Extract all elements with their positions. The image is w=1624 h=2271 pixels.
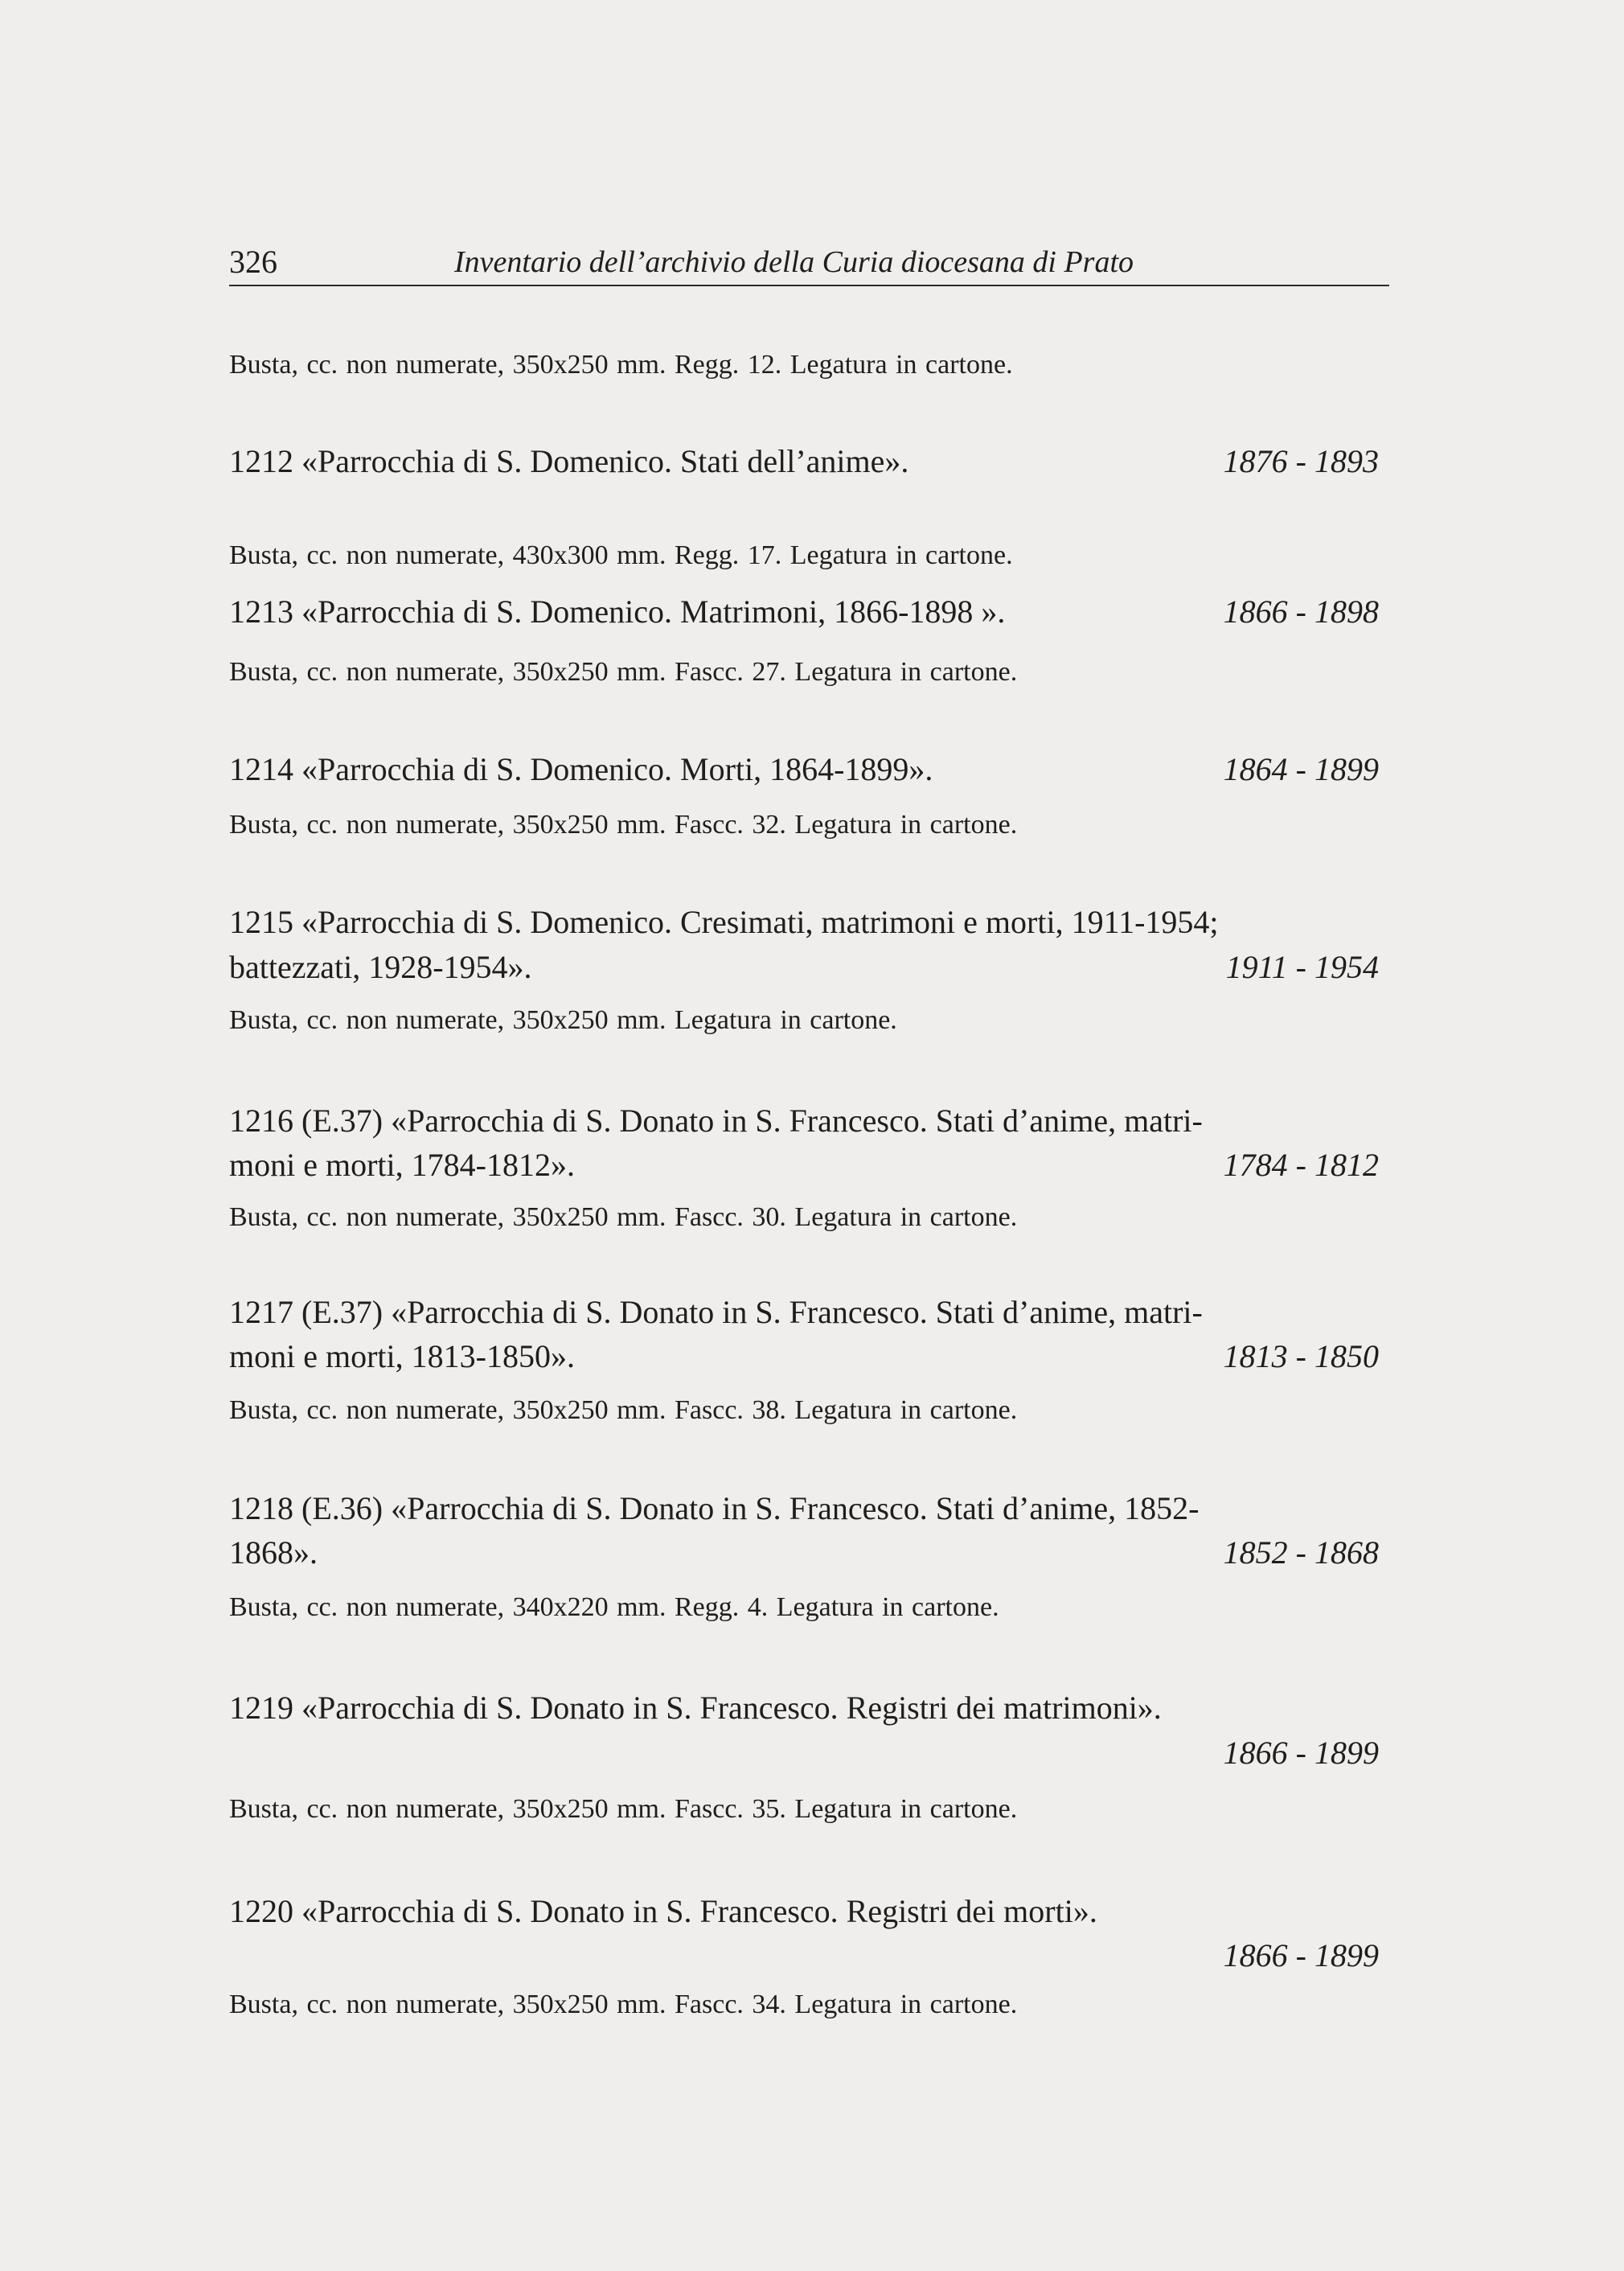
entry-1215-title-line2: battezzati, 1928-1954». <box>229 949 532 985</box>
entry-1219-date: 1866 - 1899 <box>1223 1735 1379 1771</box>
entry-1215-description: Busta, cc. non numerate, 350x250 mm. Legatura in cartone. <box>229 1005 897 1035</box>
entry-1216-description: Busta, cc. non numerate, 350x250 mm. Fascc. 30. Legatura in cartone. <box>229 1202 1018 1232</box>
entry-1212-description: Busta, cc. non numerate, 430x300 mm. Regg. 17. Legatura in cartone. <box>229 540 1013 570</box>
running-title: Inventario dell’archivio della Curia diocesana di Prato <box>454 245 1134 279</box>
page-header <box>229 240 1389 286</box>
entry-1217-title-line1: 1217 (E.37) «Parrocchia di S. Donato in S. Francesco. Stati d’anime, matri- <box>229 1294 1203 1330</box>
entry-1211-description: Busta, cc. non numerate, 350x250 mm. Regg. 12. Legatura in cartone. <box>229 350 1013 380</box>
entry-1215-title-line1: 1215 «Parrocchia di S. Domenico. Cresimati, matrimoni e morti, 1911-1954; <box>229 904 1219 940</box>
entry-1212-date: 1876 - 1893 <box>1223 443 1379 479</box>
entry-1219-title: 1219 «Parrocchia di S. Donato in S. Francesco. Registri dei matrimoni». <box>229 1690 1162 1726</box>
entry-1216-date: 1784 - 1812 <box>1223 1147 1379 1183</box>
page-number: 326 <box>229 244 277 280</box>
entry-1217-description: Busta, cc. non numerate, 350x250 mm. Fascc. 38. Legatura in cartone. <box>229 1395 1018 1425</box>
entry-1217-title-line2: moni e morti, 1813-1850». <box>229 1338 575 1374</box>
entry-1219-description: Busta, cc. non numerate, 350x250 mm. Fascc. 35. Legatura in cartone. <box>229 1794 1018 1824</box>
entry-1213-title: 1213 «Parrocchia di S. Domenico. Matrimoni, 1866-1898 ». <box>229 593 1006 630</box>
entry-1218-title-line2: 1868». <box>229 1534 318 1571</box>
entry-1212-title: 1212 «Parrocchia di S. Domenico. Stati dell’anime». <box>229 443 909 479</box>
entry-1215-date: 1911 - 1954 <box>1225 949 1379 985</box>
entry-1218-date: 1852 - 1868 <box>1223 1534 1379 1571</box>
entry-1214-description: Busta, cc. non numerate, 350x250 mm. Fascc. 32. Legatura in cartone. <box>229 810 1018 840</box>
entry-1214-title: 1214 «Parrocchia di S. Domenico. Morti, 1864-1899». <box>229 751 933 787</box>
entry-1216-title-line1: 1216 (E.37) «Parrocchia di S. Donato in S. Francesco. Stati d’anime, matri- <box>229 1103 1203 1139</box>
entry-1218-title-line1: 1218 (E.36) «Parrocchia di S. Donato in S. Francesco. Stati d’anime, 1852- <box>229 1490 1200 1526</box>
entry-1220-description: Busta, cc. non numerate, 350x250 mm. Fascc. 34. Legatura in cartone. <box>229 1990 1018 2019</box>
entry-1218-description: Busta, cc. non numerate, 340x220 mm. Regg. 4. Legatura in cartone. <box>229 1592 999 1622</box>
entry-1217-date: 1813 - 1850 <box>1223 1338 1379 1374</box>
entry-1216-title-line2: moni e morti, 1784-1812». <box>229 1147 575 1183</box>
entry-1213-description: Busta, cc. non numerate, 350x250 mm. Fascc. 27. Legatura in cartone. <box>229 657 1018 687</box>
entry-1214-date: 1864 - 1899 <box>1223 751 1379 787</box>
entry-1220-date: 1866 - 1899 <box>1223 1937 1379 1973</box>
entry-1213-date: 1866 - 1898 <box>1223 593 1379 630</box>
entry-1220-title: 1220 «Parrocchia di S. Donato in S. Francesco. Registri dei morti». <box>229 1893 1097 1929</box>
